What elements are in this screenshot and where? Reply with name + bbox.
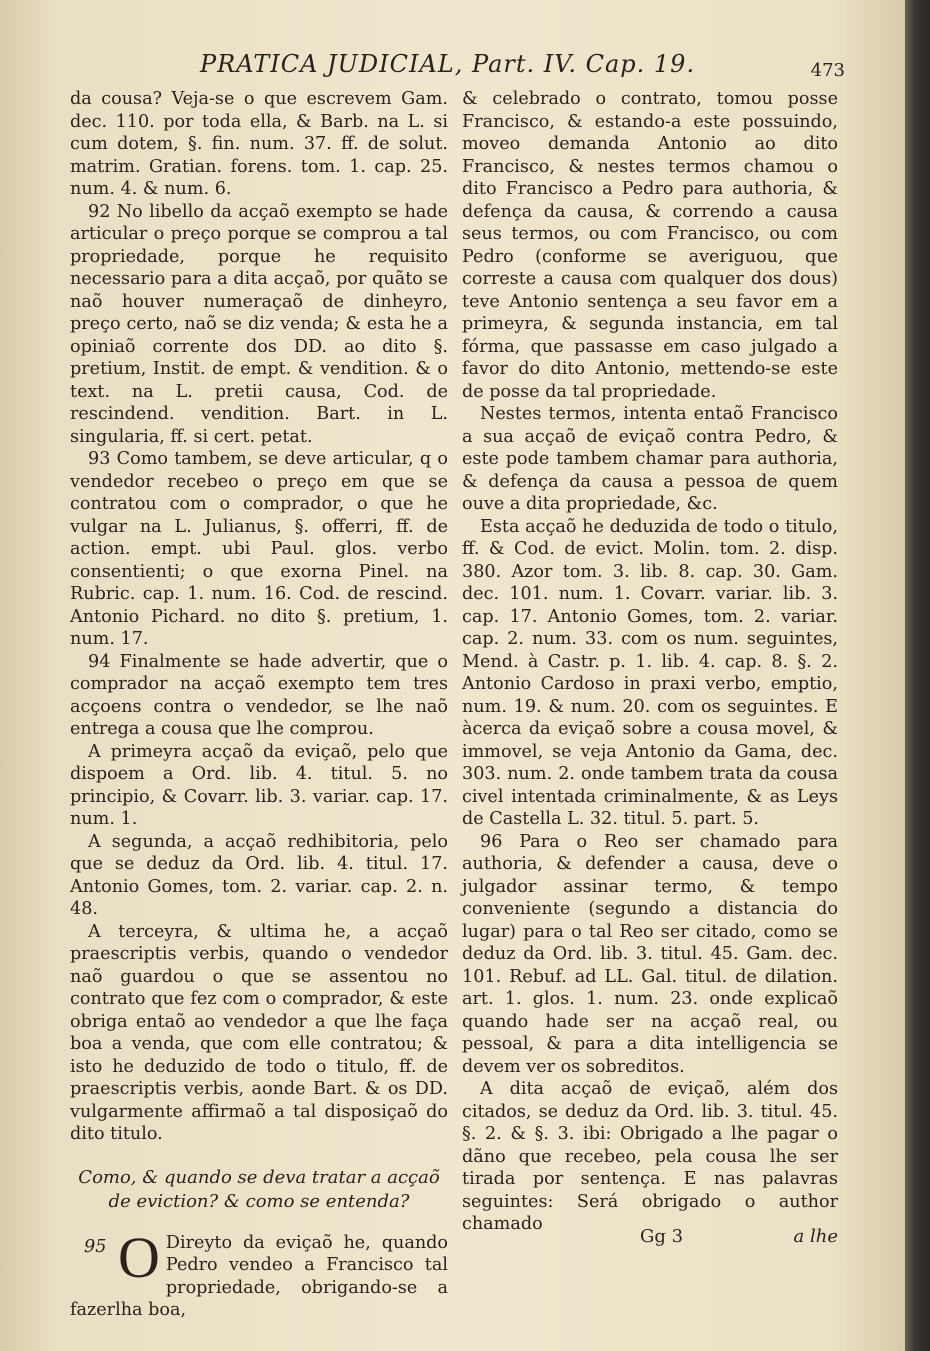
book-edge-shadow <box>905 0 930 1351</box>
running-title: PRATICA JUDICIAL, Part. IV. Cap. 19. <box>200 50 696 78</box>
paragraph-94: 94 Finalmente se hade advertir, que o comprador na acçaõ exempto tem tres acçoens contra o vendedor, se lhe naõ entrega a cousa que lhe comprou. <box>70 651 448 739</box>
paragraph-third-action: A terceyra, & ultima he, a acçaõ praescriptis verbis, quando o vendedor naõ guardou o que se assentou no contrato que fez com o comprador, & este obriga entaõ ao vendedor a que lhe faça boa a venda, que com elle contratou; & isto he deduzido de todo o titulo, ff. de praescriptis verbis, aonde Bart. & os DD. vulgarmente affirmaõ a tal disposiçaõ do dito titulo. <box>70 921 448 1144</box>
drop-cap: O <box>118 1224 160 1290</box>
paragraph-esta-accao: Esta acçaõ he deduzida de todo o titulo, ff. & Cod. de evict. Molin. tom. 2. disp. 380. Azor tom. 3. lib. 8. cap. 30. Gam. dec. 101. num. 1. Covarr. variar. lib. 3. cap. 17. Antonio Gomes, tom. 2. variar. cap. 2. num. 33. com os num. seguintes, Mend. à Castr. p. 1. lib. 4. cap. 8. §. 2. Antonio Cardoso in praxi verbo, emptio, num. 19. & num. 20. com os seguintes. E àcerca da eviçaõ sobre a cousa movel, & immovel, se veja Antonio da Gama, dec. 303. num. 2. onde tambem trata da cousa civel intentada criminalmente, & as Leys de Castella L. 32. titul. 5. part. 5. <box>462 516 838 829</box>
paragraph-second-action: A segunda, a acçaõ redhibitoria, pelo que se deduz da Ord. lib. 4. titul. 17. Antonio Gomes, tom. 2. variar. cap. 2. n. 48. <box>70 831 448 919</box>
right-column <box>462 88 838 1236</box>
paragraph-95-number: 95 <box>84 1236 107 1257</box>
left-column <box>70 88 448 1322</box>
paragraph-dita-accao: A dita acçaõ de eviçaõ, além dos citados, se deduz da Ord. lib. 3. titul. 45. §. 2. & §. 3. ibi: Obrigado a lhe pagar o dãno que recebeo, pela cousa lhe ser tirada por sentença. E nas palavras seguintes: Será obrigado o author chamado <box>462 1079 838 1234</box>
paragraph-95-text: Direyto da eviçaõ he, quando Pedro vendeo a Francisco tal propriedade, obrigando-se a fazerlha boa, <box>70 1232 448 1320</box>
paragraph-93: 93 Como tambem, se deve articular, q o vendedor recebeo o preço em que se contratou com o comprador, o que he vulgar na L. Julianus, §. offerri, ff. de action. empt. ubi Paul. glos. verbo consentienti; o que exorna Pinel. na Rubric. cap. 1. num. 16. Cod. de rescind. Antonio Pichard. no dito §. pretium, 1. num. 17. <box>70 449 448 649</box>
paragraph-95 <box>70 1224 448 1322</box>
paragraph-92: 92 No libello da acçaõ exempto se hade articular o preço porque se comprou a tal propriedade, porque he requisito necessario para a dita acçaõ, por quãto se naõ houver numeraçaõ de dinheyro, preço certo, naõ se diz venda; & esta he a opiniaõ corrente dos DD. ao dito §. pretium, Instit. de empt. & vendition. & o text. na L. pretii causa, Cod. de rescindend. vendition. Bart. in L. singularia, ff. si cert. petat. <box>70 201 448 447</box>
page-header <box>0 46 905 86</box>
signature-mark: Gg 3 <box>640 1226 684 1247</box>
paragraph-continued: & celebrado o contrato, tomou posse Francisco, & estando-a este possuindo, moveo demanda Antonio ao dito Francisco, & nestes termos chamou o dito Francisco a Pedro para authoria, & defença da causa, & correndo a causa seus termos, ou com Francisco, ou com Pedro (conforme se averiguou, que correste a causa com qualquer dos dous) teve Antonio sentença a seu favor em a primeyra, & segunda instancia, em tal fórma, que passasse em caso julgado a favor do dito Antonio, mettendo-se este de posse da tal propriedade. <box>462 89 838 402</box>
paragraph-first-action: A primeyra acçaõ da eviçaõ, pelo que dispoem a Ord. lib. 4. titul. 5. no principio, & Covarr. lib. 3. variar. cap. 17. num. 1. <box>70 741 448 829</box>
section-subheading: Como, & quando se deva tratar a acçaõ de eviction? & como se entenda? <box>78 1166 440 1212</box>
page-number: 473 <box>810 60 845 81</box>
paragraph-96: 96 Para o Reo ser chamado para authoria, & defender a causa, deve o julgador assinar termo, & tempo conveniente (segundo a distancia do lugar) para o tal Reo ser citado, como se deduz da Ord. lib. 3. titul. 45. Gam. dec. 101. Rebuf. ad LL. Gal. titul. de dilation. art. 1. glos. 1. num. 23. onde explicaõ quando hade ser na acçaõ real, ou pessoal, & para a dita intelligencia se devem ver os sobreditos. <box>462 831 838 1077</box>
paragraph-intro: da cousa? Veja-se o que escrevem Gam. dec. 110. por toda ella, & Barb. na L. si cum dotem, §. fin. num. 37. ff. de solut. matrim. Gratian. forens. tom. 1. cap. 25. num. 4. & num. 6. <box>70 89 448 199</box>
paragraph-nestes-termos: Nestes termos, intenta entaõ Francisco a sua acçaõ de eviçaõ contra Pedro, & este pode tambem chamar para authoria, & defença da causa a pessoa de quem ouve a dita propriedade, &c. <box>462 404 838 514</box>
catchword: a lhe <box>793 1226 838 1247</box>
